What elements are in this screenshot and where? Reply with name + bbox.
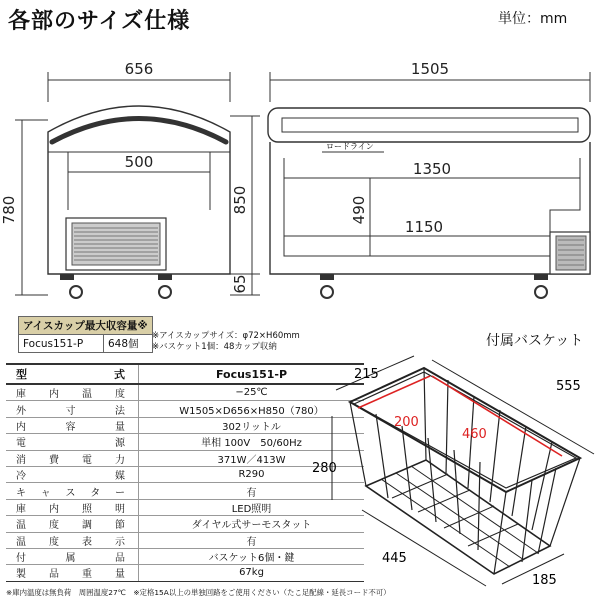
basket-drawing <box>312 350 600 590</box>
spec-header-row <box>6 364 364 384</box>
dim-490: 490 <box>350 195 368 225</box>
dim-555: 555 <box>556 379 581 394</box>
capacity-model: Focus151-P <box>19 335 104 353</box>
unit-label: 単位：mm <box>498 11 568 27</box>
dim-215: 215 <box>354 367 379 382</box>
capacity-notes <box>152 331 300 353</box>
spec-row: 内容量 302リットル <box>6 417 364 433</box>
dim-445: 445 <box>382 551 407 566</box>
spec-table <box>6 363 364 582</box>
spec-row: 温度調節 ダイヤル式サーモスタット <box>6 516 364 532</box>
spec-row: 庫内照明 LED照明 <box>6 499 364 515</box>
dim-280: 280 <box>312 461 337 476</box>
dim-1150: 1150 <box>404 218 444 236</box>
capacity-header: アイスカップ最大収容量※ <box>19 317 153 335</box>
page-title: 各部のサイズ仕様 <box>8 9 191 34</box>
footnote: ※庫内温度は無負荷 周囲温度27℃ ※定格15A以上の単独回路をご使用ください（たこ足配線・延長コード不可） <box>6 588 391 597</box>
load-line-label: ロードライン <box>326 142 374 151</box>
side-view-drawing <box>0 40 270 310</box>
capacity-note-2: ※バスケット1個：48カップ収納 <box>152 342 277 352</box>
dim-460: 460 <box>462 427 487 442</box>
spec-row: 外寸法 W1505×D656×H850（780） <box>6 401 364 417</box>
spec-header-label: 型 式 <box>6 364 139 384</box>
dim-850: 850 <box>231 185 249 215</box>
spec-row: 庫内温度 −25℃ <box>6 384 364 401</box>
spec-header-value: Focus151-P <box>139 364 365 384</box>
spec-row: キャスター 有 <box>6 483 364 499</box>
dim-780: 780 <box>0 195 18 225</box>
capacity-note-1: ※アイスカップサイズ：φ72×H60mm <box>152 331 300 341</box>
capacity-count: 648個 <box>103 335 152 353</box>
dim-185: 185 <box>532 573 557 588</box>
spec-row: 温度表示 有 <box>6 532 364 548</box>
dim-200: 200 <box>394 415 419 430</box>
spec-row: 消費電力 371W／413W <box>6 450 364 466</box>
front-view-drawing <box>262 40 600 310</box>
spec-row: 冷媒 R290 <box>6 466 364 482</box>
spec-row: 付属品 バスケット6個・鍵 <box>6 548 364 564</box>
spec-row: 製品重量 67kg <box>6 565 364 581</box>
spec-row: 電源 単相 100V 50/60Hz <box>6 434 364 450</box>
basket-title: 付属バスケット <box>486 333 584 349</box>
dim-1505: 1505 <box>410 60 450 78</box>
dim-500: 500 <box>124 153 154 171</box>
capacity-table <box>18 316 153 353</box>
dim-65: 65 <box>231 274 249 294</box>
dim-1350: 1350 <box>412 160 452 178</box>
dim-656: 656 <box>124 60 154 78</box>
